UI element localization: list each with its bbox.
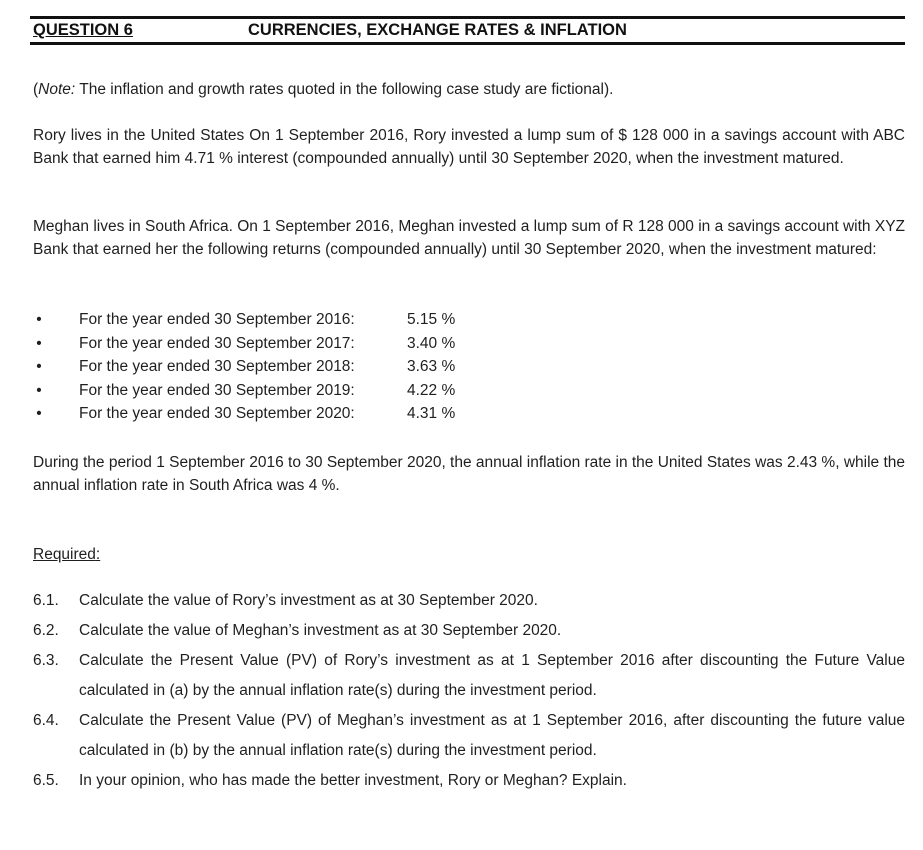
question-number: 6.2. — [33, 622, 59, 639]
question-text: In your opinion, who has made the better investment, Rory or Meghan? Explain. — [79, 772, 627, 789]
question-number: 6.1. — [33, 592, 59, 609]
note-text: The inflation and growth rates quoted in the following case study are fictional). — [75, 81, 614, 98]
return-year-label: For the year ended 30 September 2016: — [79, 311, 355, 328]
question-text: Calculate the value of Meghan’s investment as at 30 September 2020. — [79, 622, 562, 639]
required-label: Required — [33, 546, 96, 563]
inflation-paragraph: During the period 1 September 2016 to 30 September 2020, the annual inflation rate in the United States was 2.43 %, while the annual inflation rate in South Africa was 4 %. — [33, 454, 906, 494]
note-open-paren: ( — [33, 81, 39, 98]
note-label: Note: — [38, 81, 76, 98]
question-number: 6.4. — [33, 712, 59, 729]
return-year-label: For the year ended 30 September 2020: — [79, 405, 355, 423]
question-title: CURRENCIES, EXCHANGE RATES & INFLATION — [248, 21, 627, 39]
return-rate-value: 4.31 % — [407, 405, 456, 423]
return-rate-value: 3.40 % — [407, 334, 456, 352]
bullet-icon: • — [36, 311, 42, 328]
return-rate-value: 4.22 % — [407, 381, 456, 399]
header-rule-bottom — [30, 42, 905, 45]
return-year-label: For the year ended 30 September 2019: — [79, 381, 355, 399]
question-number: 6.3. — [33, 652, 59, 669]
required-heading — [33, 543, 100, 566]
bullet-icon: • — [36, 358, 42, 376]
bullet-icon: • — [36, 381, 42, 399]
question-text: Calculate the Present Value (PV) of Rory’s investment as at 1 September 2016 after discounting the Future Value calculated in (a) by the annual inflation rate(s) during the investment period. — [79, 652, 905, 699]
return-rate-value: 5.15 % — [407, 311, 456, 328]
meghan-paragraph: Meghan lives in South Africa. On 1 September 2016, Meghan invested a lump sum of R 128 000 in a savings account with XYZ Bank that earned her the following returns (compounded annually) until 30 September 2020, when the investment matured: — [33, 218, 905, 258]
rory-paragraph: Rory lives in the United States On 1 September 2016, Rory invested a lump sum of $ 128 000 in a savings account with ABC Bank that earned him 4.71 % interest (compounded annually) until 30 September 2020, when the investment matured. — [33, 127, 905, 167]
note-paragraph — [33, 78, 905, 101]
question-text: Calculate the Present Value (PV) of Meghan’s investment as at 1 September 2016, after discounting the future value calculated in (b) by the annual inflation rate(s) during the investment period. — [79, 712, 905, 759]
return-year-label: For the year ended 30 September 2017: — [79, 334, 355, 352]
bullet-icon: • — [36, 334, 42, 352]
bullet-icon: • — [36, 405, 42, 423]
question-text: Calculate the value of Rory’s investment as at 30 September 2020. — [79, 592, 538, 609]
question-number: 6.5. — [33, 772, 59, 789]
return-year-label: For the year ended 30 September 2018: — [79, 358, 355, 376]
question-label: QUESTION 6 — [33, 21, 133, 39]
required-colon: : — [95, 546, 101, 563]
header-rule-top — [30, 16, 905, 19]
return-rate-value: 3.63 % — [407, 358, 456, 376]
